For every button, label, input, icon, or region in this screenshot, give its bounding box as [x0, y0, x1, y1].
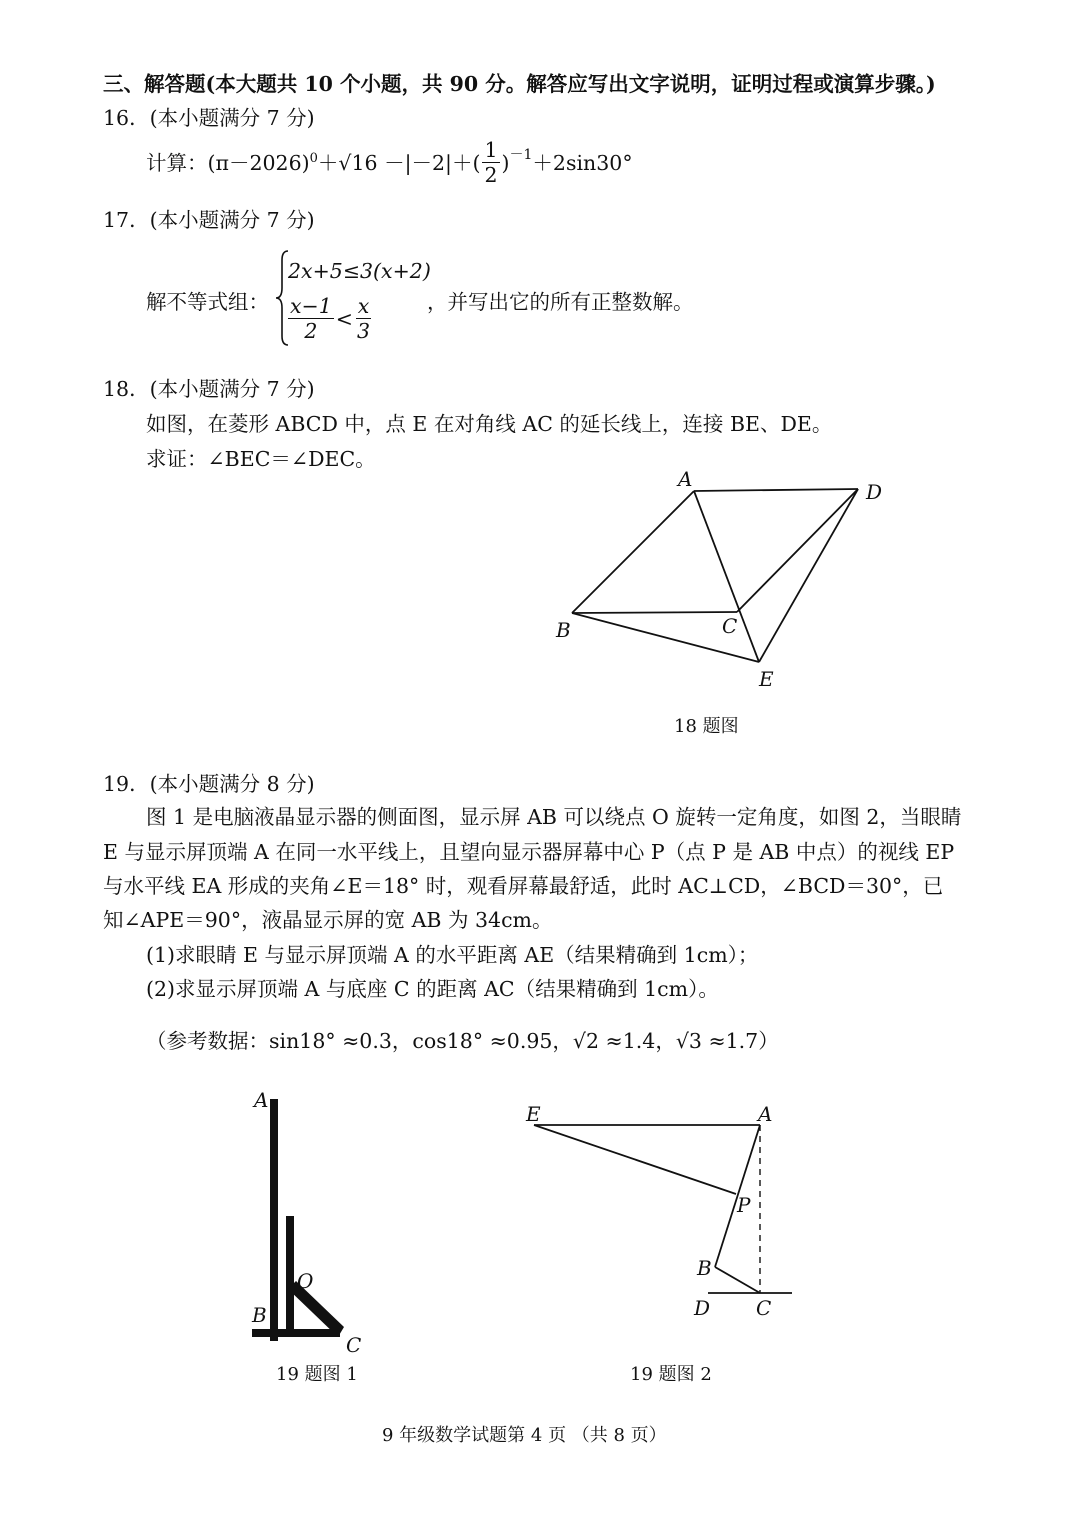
q19-para1: 图 1 是电脑液晶显示器的侧面图，显示屏 AB 可以绕点 O 旋转一定角度，如图 2，当眼睛 [146, 805, 962, 829]
q19-para3: 与水平线 EA 形成的夹角∠E＝18° 时，观看屏幕最舒适，此时 AC⊥CD，∠BCD＝30°，已 [103, 874, 944, 898]
q18-number: 18．(本小题满分 7 分) [103, 377, 315, 401]
q16-exp-neg1: －1 [509, 146, 533, 163]
label-B: B [556, 618, 571, 642]
q17-frac2-num: x [357, 294, 370, 318]
q16-fraction [482, 138, 499, 187]
q19-figure1 [240, 1085, 380, 1365]
q17-prefix: 解不等式组： [146, 290, 269, 314]
q16-expression [146, 138, 633, 187]
fig2-label-B: B [697, 1256, 712, 1280]
q16-number: 16．(本小题满分 7 分) [103, 106, 315, 130]
segment-AD [694, 489, 858, 491]
q16-exp0: 0 [309, 150, 318, 166]
screen-bar [270, 1099, 278, 1341]
q18-line1: 如图，在菱形 ABCD 中，点 E 在对角线 AC 的延长线上，连接 BE、DE。 [146, 412, 833, 436]
fig1-label-A: A [254, 1088, 269, 1112]
q18-caption: 18 题图 [674, 716, 739, 737]
q17-frac2-den: 3 [356, 319, 371, 343]
label-A: A [678, 467, 693, 491]
q19-figure2 [520, 1095, 810, 1330]
q16-prefix: 计算： [146, 150, 208, 175]
q17-frac2 [355, 294, 372, 343]
q19-para2: E 与显示屏顶端 A 在同一水平线上，且望向显示器屏幕中心 P（点 P 是 AB 中点）的视线 EP [103, 840, 955, 864]
q17-frac1-den: 2 [304, 319, 318, 343]
q17-number: 17．(本小题满分 7 分) [103, 208, 315, 232]
segment-BC [572, 612, 737, 613]
fig2-label-P: P [737, 1193, 751, 1217]
q17-ineq2 [286, 294, 374, 343]
segment-AB [572, 491, 694, 613]
q18-figure [540, 465, 920, 735]
q17-ineq1: 2x+5≤3(x+2) [288, 259, 431, 283]
section-header: 三、解答题(本大题共 10 个小题，共 90 分。解答应写出文字说明，证明过程或演算步骤。) [103, 72, 936, 96]
segment-BC [715, 1267, 760, 1293]
q17-suffix: ，并写出它的所有正整数解。 [427, 290, 694, 314]
fig2-label-D: D [694, 1296, 711, 1320]
q16-expr-d: ＋2sin30° [532, 150, 633, 175]
fig2-label-A: A [758, 1102, 773, 1126]
q19-fig2-caption: 19 题图 2 [630, 1364, 712, 1385]
q17-frac1 [288, 294, 334, 343]
fig1-label-C: C [346, 1333, 362, 1357]
label-C: C [722, 614, 738, 638]
fig2-label-E: E [526, 1102, 541, 1126]
q19-number: 19．(本小题满分 8 分) [103, 772, 315, 796]
stand-bar [286, 1216, 294, 1332]
q17-frac1-num: x−1 [290, 294, 332, 318]
q19-sub1: (1)求眼睛 E 与显示屏顶端 A 的水平距离 AE（结果精确到 1cm）； [146, 943, 759, 967]
fig2-label-C: C [756, 1296, 772, 1320]
q16-expr-a: (π－2026) [207, 150, 310, 175]
q16-frac-den: 2 [484, 163, 498, 187]
q19-reference: （参考数据：sin18° ≈0.3，cos18° ≈0.95，√2 ≈1.4，√3 ≈1.7） [146, 1029, 779, 1053]
q19-fig1-caption: 19 题图 1 [276, 1364, 358, 1385]
page-footer: 9 年级数学试题第 4 页 （共 8 页） [382, 1425, 667, 1446]
q19-sub2: (2)求显示屏顶端 A 与底座 C 的距离 AC（结果精确到 1cm）。 [146, 977, 719, 1001]
q17-lt: < [335, 306, 353, 331]
q16-expr-b: ＋√16 －|－2|＋( [317, 150, 481, 175]
q18-line2: 求证：∠BEC＝∠DEC。 [146, 447, 376, 471]
fig1-label-O: O [297, 1269, 314, 1293]
q19-para4: 知∠APE＝90°，液晶显示屏的宽 AB 为 34cm。 [103, 908, 553, 932]
label-D: D [866, 480, 883, 504]
q16-frac-num: 1 [484, 138, 498, 162]
segment-EP [534, 1125, 736, 1194]
fig1-label-B: B [252, 1303, 267, 1327]
label-E: E [759, 667, 774, 691]
base-bar [252, 1329, 340, 1337]
q16-expr-c: ) [501, 150, 510, 175]
